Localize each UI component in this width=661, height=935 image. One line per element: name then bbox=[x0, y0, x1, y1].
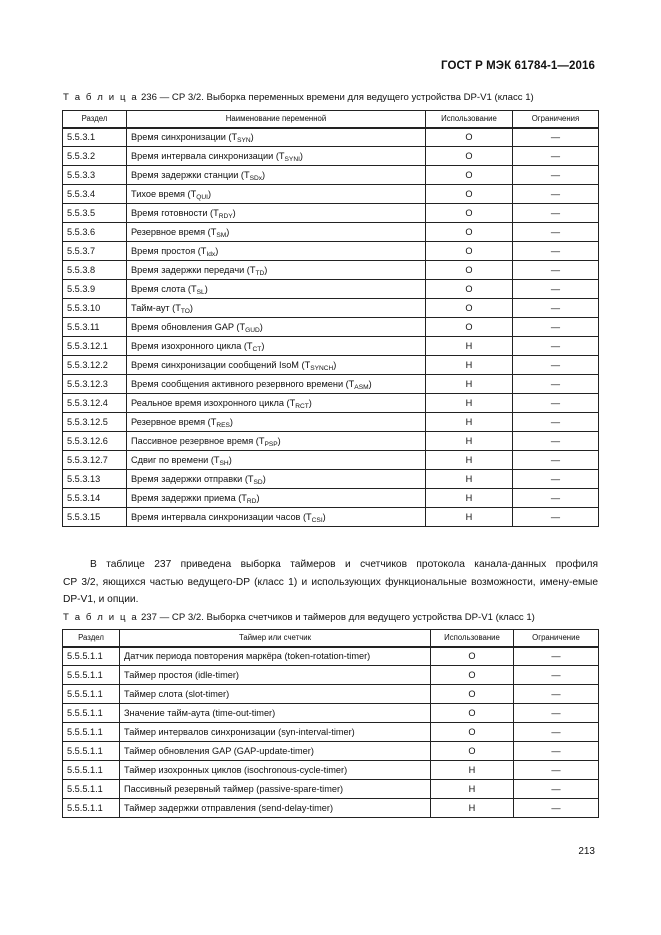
cell-section: 5.5.5.1.1 bbox=[63, 647, 120, 666]
cell-section: 5.5.3.12.3 bbox=[63, 375, 127, 394]
cell-section: 5.5.3.11 bbox=[63, 318, 127, 337]
cell-restriction: — bbox=[514, 780, 599, 799]
cell-timer-name: Датчик периода повторения маркёра (token-rotation-timer) bbox=[120, 647, 431, 666]
table-row bbox=[63, 337, 599, 356]
variable-name-text: Время синхронизации сообщений IsoM (T bbox=[131, 360, 311, 370]
table-237-header-row bbox=[63, 630, 599, 647]
cell-restriction: — bbox=[513, 375, 599, 394]
cell-section: 5.5.5.1.1 bbox=[63, 799, 120, 818]
cell-variable-name bbox=[127, 337, 426, 356]
table-row bbox=[63, 166, 599, 185]
cell-section: 5.5.3.8 bbox=[63, 261, 127, 280]
cell-usage: O bbox=[431, 666, 514, 685]
body-paragraph bbox=[63, 556, 598, 609]
variable-name-text: Пассивное резервное время (T bbox=[131, 436, 265, 446]
cell-usage: O bbox=[426, 261, 513, 280]
cell-restriction: — bbox=[513, 261, 599, 280]
cell-restriction: — bbox=[513, 432, 599, 451]
cell-usage: Н bbox=[426, 337, 513, 356]
cell-variable-name bbox=[127, 489, 426, 508]
table-236-caption-text: 236 — СР 3/2. Выборка переменных времени для ведущего устройства DP-V1 (класс 1) bbox=[140, 92, 534, 103]
variable-name-text: Реальное время изохронного цикла (T bbox=[131, 398, 296, 408]
variable-name-text: Время изохронного цикла (T bbox=[131, 341, 253, 351]
variable-subscript: RCT bbox=[295, 403, 309, 410]
cell-variable-name bbox=[127, 508, 426, 527]
cell-variable-name bbox=[127, 470, 426, 489]
table-row bbox=[63, 394, 599, 413]
cell-timer-name: Таймер слота (slot-timer) bbox=[120, 685, 431, 704]
cell-section: 5.5.3.1 bbox=[63, 128, 127, 147]
cell-section: 5.5.3.12.1 bbox=[63, 337, 127, 356]
cell-timer-name: Таймер изохронных циклов (isochronous-cycle-timer) bbox=[120, 761, 431, 780]
table-row bbox=[63, 147, 599, 166]
cell-variable-name bbox=[127, 261, 426, 280]
cell-variable-name bbox=[127, 223, 426, 242]
cell-section: 5.5.5.1.1 bbox=[63, 723, 120, 742]
cell-usage: Н bbox=[426, 489, 513, 508]
cell-variable-name bbox=[127, 204, 426, 223]
cell-section: 5.5.3.7 bbox=[63, 242, 127, 261]
variable-name-close: ) bbox=[333, 360, 337, 370]
cell-section: 5.5.5.1.1 bbox=[63, 761, 120, 780]
table-236-header-row bbox=[63, 111, 599, 128]
cell-section: 5.5.3.12.6 bbox=[63, 432, 127, 451]
variable-name-close: ) bbox=[228, 455, 232, 465]
variable-subscript: GUD bbox=[245, 327, 260, 334]
cell-usage: Н bbox=[431, 761, 514, 780]
cell-timer-name: Таймер интервалов синхронизации (syn-interval-timer) bbox=[120, 723, 431, 742]
cell-usage: Н bbox=[426, 394, 513, 413]
table-row bbox=[63, 723, 599, 742]
cell-section: 5.5.3.9 bbox=[63, 280, 127, 299]
cell-section: 5.5.3.13 bbox=[63, 470, 127, 489]
cell-section: 5.5.3.12.2 bbox=[63, 356, 127, 375]
cell-variable-name bbox=[127, 280, 426, 299]
variable-name-text: Время готовности (T bbox=[131, 208, 219, 218]
cell-variable-name bbox=[127, 318, 426, 337]
table-row bbox=[63, 704, 599, 723]
cell-usage: Н bbox=[426, 375, 513, 394]
cell-usage: O bbox=[426, 204, 513, 223]
variable-subscript: SDx bbox=[249, 175, 263, 182]
variable-subscript: SL bbox=[196, 289, 205, 296]
cell-variable-name bbox=[127, 128, 426, 147]
table-row bbox=[63, 128, 599, 147]
variable-subscript: SH bbox=[219, 460, 229, 467]
variable-name-close: ) bbox=[250, 132, 254, 143]
table-row bbox=[63, 299, 599, 318]
variable-subscript: SD bbox=[253, 479, 263, 486]
column-header-section: Раздел bbox=[63, 630, 120, 647]
cell-usage: Н bbox=[431, 799, 514, 818]
table-row bbox=[63, 742, 599, 761]
variable-name-text: Время задержки передачи (T bbox=[131, 265, 256, 275]
cell-restriction: — bbox=[513, 451, 599, 470]
variable-name-close: ) bbox=[207, 189, 212, 199]
table-row bbox=[63, 432, 599, 451]
table-row bbox=[63, 356, 599, 375]
column-header-section: Раздел bbox=[63, 111, 127, 128]
table-236-caption bbox=[63, 92, 534, 103]
table-236-caption-label: Т а б л и ц а bbox=[63, 92, 139, 103]
variable-name-text: Время синхронизации (T bbox=[131, 132, 238, 143]
cell-usage: O bbox=[426, 166, 513, 185]
cell-restriction: — bbox=[514, 723, 599, 742]
cell-variable-name bbox=[127, 413, 426, 432]
cell-section: 5.5.3.5 bbox=[63, 204, 127, 223]
cell-usage: O bbox=[431, 685, 514, 704]
cell-usage: Н bbox=[426, 356, 513, 375]
cell-restriction: — bbox=[513, 356, 599, 375]
table-row bbox=[63, 261, 599, 280]
variable-name-text: Время задержки станции (T bbox=[131, 170, 250, 180]
cell-section: 5.5.3.10 bbox=[63, 299, 127, 318]
variable-name-text: Резервное время (T bbox=[131, 417, 217, 427]
variable-subscript: SYN bbox=[237, 137, 251, 145]
variable-name-text: Тихое время (T bbox=[131, 189, 197, 199]
cell-variable-name bbox=[127, 375, 426, 394]
table-237-caption-label: Т а б л и ц а bbox=[63, 612, 139, 623]
cell-section: 5.5.3.12.7 bbox=[63, 451, 127, 470]
variable-name-close: ) bbox=[262, 474, 266, 484]
variable-name-close: ) bbox=[368, 379, 372, 389]
variable-name-close: ) bbox=[189, 303, 193, 313]
cell-variable-name bbox=[127, 185, 426, 204]
variable-name-close: ) bbox=[264, 265, 268, 275]
cell-usage: O bbox=[426, 299, 513, 318]
cell-restriction: — bbox=[513, 508, 599, 527]
cell-section: 5.5.5.1.1 bbox=[63, 704, 120, 723]
column-header-usage: Использование bbox=[431, 630, 514, 647]
variable-subscript: RDY bbox=[218, 213, 233, 220]
cell-timer-name: Значение тайм-аута (time-out-timer) bbox=[120, 704, 431, 723]
cell-restriction: — bbox=[513, 299, 599, 318]
cell-section: 5.5.3.14 bbox=[63, 489, 127, 508]
column-header-usage: Использование bbox=[426, 111, 513, 128]
table-row bbox=[63, 318, 599, 337]
cell-usage: O bbox=[426, 128, 513, 147]
cell-usage: O bbox=[426, 223, 513, 242]
cell-section: 5.5.3.3 bbox=[63, 166, 127, 185]
cell-restriction: — bbox=[513, 470, 599, 489]
table-row bbox=[63, 647, 599, 666]
cell-timer-name: Пассивный резервный таймер (passive-spare-timer) bbox=[120, 780, 431, 799]
cell-usage: Н bbox=[426, 451, 513, 470]
variable-name-text: Тайм-аут (T bbox=[131, 303, 181, 313]
variable-name-text: Время слота (T bbox=[131, 284, 197, 294]
table-row bbox=[63, 489, 599, 508]
cell-usage: O bbox=[431, 723, 514, 742]
cell-usage: Н bbox=[426, 432, 513, 451]
cell-usage: O bbox=[426, 318, 513, 337]
cell-restriction: — bbox=[513, 185, 599, 204]
cell-usage: Н bbox=[431, 780, 514, 799]
table-237-caption bbox=[63, 612, 535, 623]
cell-restriction: — bbox=[514, 704, 599, 723]
cell-usage: O bbox=[426, 147, 513, 166]
cell-restriction: — bbox=[514, 761, 599, 780]
cell-variable-name bbox=[127, 394, 426, 413]
cell-usage: O bbox=[431, 704, 514, 723]
variable-name-close: ) bbox=[215, 246, 219, 256]
variable-name-close: ) bbox=[259, 322, 263, 332]
cell-section: 5.5.5.1.1 bbox=[63, 666, 120, 685]
variable-subscript: Idx bbox=[206, 251, 216, 258]
cell-section: 5.5.3.12.5 bbox=[63, 413, 127, 432]
cell-restriction: — bbox=[514, 647, 599, 666]
cell-usage: Н bbox=[426, 470, 513, 489]
variable-subscript: QUI bbox=[196, 194, 208, 201]
cell-restriction: — bbox=[513, 394, 599, 413]
table-237 bbox=[62, 629, 599, 818]
cell-timer-name: Таймер задержки отправления (send-delay-timer) bbox=[120, 799, 431, 818]
variable-name-close: ) bbox=[204, 284, 208, 294]
variable-subscript: ASM bbox=[354, 384, 369, 391]
variable-subscript: CSI bbox=[311, 517, 323, 524]
cell-section: 5.5.3.12.4 bbox=[63, 394, 127, 413]
cell-restriction: — bbox=[513, 147, 599, 166]
cell-restriction: — bbox=[513, 166, 599, 185]
document-standard-id: ГОСТ Р МЭК 61784-1—2016 bbox=[441, 60, 595, 72]
variable-subscript: TO bbox=[180, 308, 190, 315]
cell-section: 5.5.5.1.1 bbox=[63, 780, 120, 799]
cell-restriction: — bbox=[513, 413, 599, 432]
cell-restriction: — bbox=[514, 742, 599, 761]
column-header-restrictions: Ограничения bbox=[513, 111, 599, 128]
cell-restriction: — bbox=[514, 799, 599, 818]
cell-restriction: — bbox=[513, 318, 599, 337]
cell-variable-name bbox=[127, 432, 426, 451]
cell-usage: Н bbox=[426, 413, 513, 432]
paragraph-rest: СР 3/2, яющихся частью ведущего-DP (класс 1) и использующих функциональные возможности, имену-емые DP-V1, и опции. bbox=[63, 576, 598, 605]
variable-name-text: Сдвиг по времени (T bbox=[131, 455, 220, 465]
cell-timer-name: Таймер простоя (idle-timer) bbox=[120, 666, 431, 685]
table-row bbox=[63, 470, 599, 489]
table-237-caption-text: 237 — СР 3/2. Выборка счетчиков и таймеров для ведущего устройства DP-V1 (класс 1) bbox=[140, 612, 535, 623]
cell-section: 5.5.3.15 bbox=[63, 508, 127, 527]
cell-usage: O bbox=[431, 647, 514, 666]
variable-name-close: ) bbox=[262, 170, 266, 180]
column-header-timer-or-counter: Таймер или счетчик bbox=[120, 630, 431, 647]
cell-section: 5.5.3.2 bbox=[63, 147, 127, 166]
table-row bbox=[63, 508, 599, 527]
variable-name-text: Время простоя (T bbox=[131, 246, 207, 256]
cell-usage: O bbox=[426, 242, 513, 261]
variable-subscript: PSP bbox=[264, 441, 278, 448]
table-row bbox=[63, 799, 599, 818]
variable-name-text: Время обновления GAP (T bbox=[131, 322, 246, 332]
cell-restriction: — bbox=[513, 223, 599, 242]
variable-name-text: Время задержки отправки (T bbox=[131, 474, 254, 484]
table-row bbox=[63, 451, 599, 470]
variable-name-close: ) bbox=[261, 341, 265, 351]
cell-restriction: — bbox=[513, 242, 599, 261]
table-row bbox=[63, 185, 599, 204]
page-number: 213 bbox=[578, 846, 595, 857]
column-header-restriction: Ограничение bbox=[514, 630, 599, 647]
paragraph-line-1: В таблице 237 приведена выборка таймеров и счетчиков протокола канала-данных профиля bbox=[90, 559, 598, 570]
variable-name-close: ) bbox=[277, 436, 281, 446]
table-row bbox=[63, 223, 599, 242]
cell-variable-name bbox=[127, 242, 426, 261]
column-header-variable-name: Наименование переменной bbox=[127, 111, 426, 128]
cell-timer-name: Таймер обновления GAP (GAP-update-timer) bbox=[120, 742, 431, 761]
cell-restriction: — bbox=[514, 685, 599, 704]
cell-variable-name bbox=[127, 451, 426, 470]
cell-section: 5.5.5.1.1 bbox=[63, 742, 120, 761]
cell-restriction: — bbox=[514, 666, 599, 685]
variable-name-close: ) bbox=[256, 493, 260, 503]
cell-usage: O bbox=[426, 185, 513, 204]
variable-subscript: TD bbox=[255, 270, 265, 277]
variable-subscript: RES bbox=[216, 422, 230, 429]
table-row bbox=[63, 375, 599, 394]
table-row bbox=[63, 761, 599, 780]
table-236 bbox=[62, 110, 599, 527]
cell-variable-name bbox=[127, 356, 426, 375]
table-row bbox=[63, 780, 599, 799]
variable-name-close: ) bbox=[308, 398, 312, 408]
cell-variable-name bbox=[127, 147, 426, 166]
variable-name-text: Время интервала синхронизации часов (T bbox=[131, 512, 312, 522]
cell-restriction: — bbox=[513, 204, 599, 223]
variable-name-close: ) bbox=[229, 417, 233, 427]
cell-section: 5.5.3.6 bbox=[63, 223, 127, 242]
variable-name-text: Время задержки приема (T bbox=[131, 493, 247, 503]
cell-usage: Н bbox=[426, 508, 513, 527]
cell-variable-name bbox=[127, 299, 426, 318]
variable-name-text: Время сообщения активного резервного времени (T bbox=[131, 379, 355, 389]
table-row bbox=[63, 666, 599, 685]
variable-subscript: CT bbox=[252, 346, 262, 353]
cell-restriction: — bbox=[513, 128, 599, 147]
variable-name-close: ) bbox=[322, 512, 326, 522]
table-row bbox=[63, 204, 599, 223]
table-row bbox=[63, 280, 599, 299]
cell-restriction: — bbox=[513, 280, 599, 299]
cell-restriction: — bbox=[513, 489, 599, 508]
cell-section: 5.5.5.1.1 bbox=[63, 685, 120, 704]
variable-name-close: ) bbox=[226, 227, 230, 237]
variable-subscript: SYNCH bbox=[310, 365, 334, 372]
cell-usage: O bbox=[426, 280, 513, 299]
table-row bbox=[63, 685, 599, 704]
table-row bbox=[63, 242, 599, 261]
variable-name-text: Резервное время (T bbox=[131, 227, 217, 237]
table-row bbox=[63, 413, 599, 432]
variable-subscript: SYNI bbox=[284, 156, 300, 163]
variable-name-close: ) bbox=[299, 151, 303, 161]
cell-restriction: — bbox=[513, 337, 599, 356]
variable-subscript: SM bbox=[216, 232, 227, 239]
cell-section: 5.5.3.4 bbox=[63, 185, 127, 204]
cell-usage: O bbox=[431, 742, 514, 761]
variable-subscript: RD bbox=[246, 498, 257, 505]
variable-name-text: Время интервала синхронизации (T bbox=[131, 151, 285, 161]
cell-variable-name bbox=[127, 166, 426, 185]
variable-name-close: ) bbox=[232, 208, 236, 218]
